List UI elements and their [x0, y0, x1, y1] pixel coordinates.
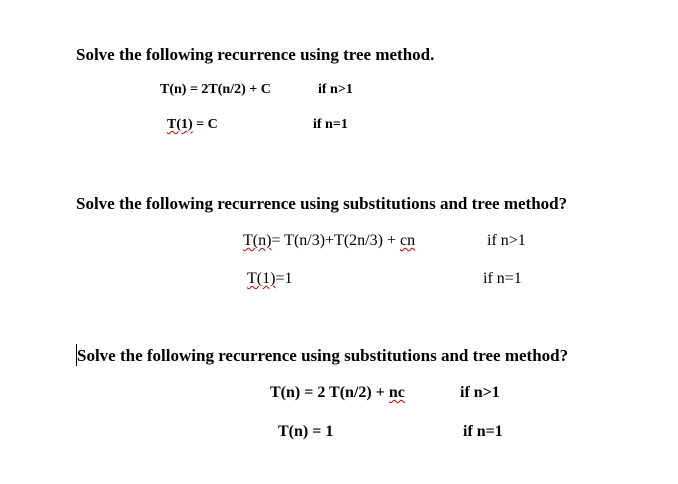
problem-1-equation-recursive-rhs: = 2T(n/2) + C — [186, 82, 271, 97]
problem-2-heading: Solve the following recurrence using substitutions and tree method? — [76, 194, 568, 213]
problem-1-equation-base-rhs: = C — [192, 117, 218, 132]
problem-3-condition-base: if n=1 — [463, 423, 503, 440]
problem-2-equation-recursive-lhs: T(n) — [243, 232, 272, 249]
problem-1-heading: Solve the following recurrence using tree method. — [76, 45, 435, 64]
problem-2-equation-recursive-mid: = T(n/3)+T(2n/3) + — [271, 232, 400, 249]
problem-2-equation-base-lhs: T(1) — [247, 270, 276, 287]
problem-1-equation-recursive — [160, 83, 271, 97]
problem-2-equation-base — [247, 271, 292, 287]
problem-1-equation-base — [167, 118, 218, 132]
problem-2-equation-recursive — [243, 233, 415, 249]
problem-3-equation-recursive-tail: nc — [388, 384, 405, 401]
problem-1-equation-base-lhs: T(1) — [167, 117, 193, 132]
problem-1-condition-recursive: if n>1 — [318, 82, 353, 97]
problem-1-condition-base: if n=1 — [313, 117, 348, 132]
problem-2-equation-base-rhs: =1 — [275, 270, 293, 287]
problem-1-equation-recursive-lhs: T(n) — [160, 82, 187, 97]
problem-3-equation-base: T(n) = 1 — [278, 423, 334, 440]
problem-3-equation-recursive — [270, 385, 405, 401]
problem-2-equation-recursive-tail: cn — [399, 232, 416, 249]
problem-2-condition-recursive: if n>1 — [487, 232, 526, 249]
problem-3-condition-recursive: if n>1 — [460, 384, 500, 401]
problem-3-equation-recursive-lhs: T(n) = 2 T(n/2) + — [270, 384, 389, 401]
problem-3-heading: Solve the following recurrence using substitutions and tree method? — [77, 346, 569, 365]
problem-2-condition-base: if n=1 — [483, 270, 522, 287]
